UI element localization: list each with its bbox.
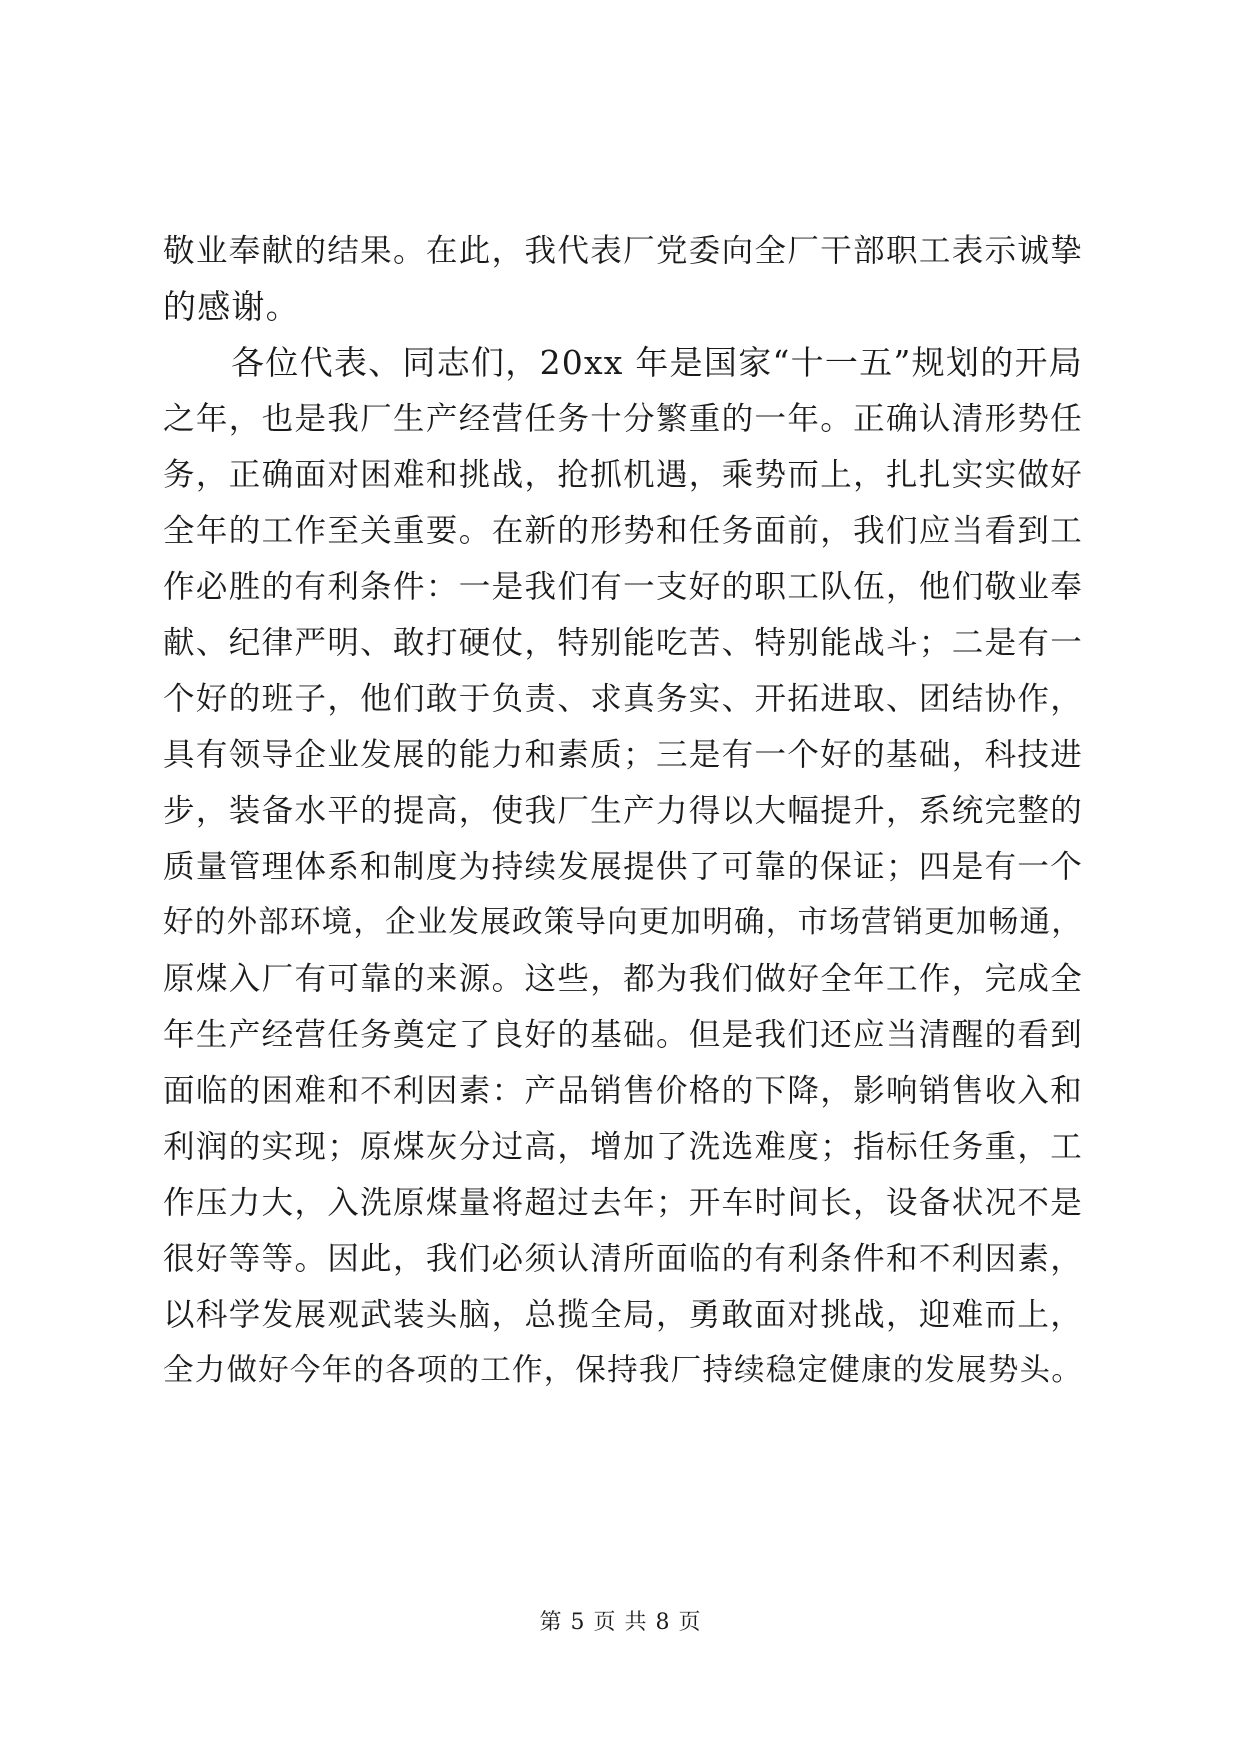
- page-footer: 第 5 页 共 8 页: [539, 1610, 702, 1635]
- text-line: 全力做好今年的各项的工作，保持我厂持续稳定健康的发展势头。: [163, 1353, 1083, 1388]
- text-line: 献、纪律严明、敢打硬仗，特别能吃苦、特别能战斗；二是有一: [163, 625, 1083, 661]
- text-line: 年生产经营任务奠定了良好的基础。但是我们还应当清醒的看到: [163, 1017, 1083, 1053]
- text-line: 利润的实现；原煤灰分过高，增加了洗选难度；指标任务重，工: [163, 1129, 1083, 1165]
- text-line: 之年，也是我厂生产经营任务十分繁重的一年。正确认清形势任: [163, 401, 1083, 437]
- text-line: 作压力大，入洗原煤量将超过去年；开车时间长，设备状况不是: [163, 1185, 1083, 1221]
- text-line: 个好的班子，他们敢于负责、求真务实、开拓进取、团结协作，: [163, 681, 1083, 717]
- body-text: [163, 223, 1083, 1399]
- text-line: 很好等等。因此，我们必须认清所面临的有利条件和不利因素，: [163, 1241, 1083, 1277]
- text-line: 全年的工作至关重要。在新的形势和任务面前，我们应当看到工: [163, 513, 1083, 549]
- text-line: 以科学发展观武装头脑，总揽全局，勇敢面对挑战，迎难而上，: [163, 1297, 1083, 1333]
- text-line: 好的外部环境，企业发展政策导向更加明确，市场营销更加畅通，: [163, 905, 1083, 940]
- text-line: 原煤入厂有可靠的来源。这些，都为我们做好全年工作，完成全: [163, 961, 1083, 997]
- text-line: 质量管理体系和制度为持续发展提供了可靠的保证；四是有一个: [163, 849, 1083, 885]
- text-line: 的感谢。: [163, 287, 300, 326]
- text-line: 敬业奉献的结果。在此，我代表厂党委向全厂干部职工表示诚挚: [163, 233, 1083, 269]
- text-line: 务，正确面对困难和挑战，抢抓机遇，乘势而上，扎扎实实做好: [163, 457, 1083, 493]
- text-line: 各位代表、同志们，20xx 年是国家“十一五”规划的开局: [231, 343, 1083, 382]
- text-line: 作必胜的有利条件：一是我们有一支好的职工队伍，他们敬业奉: [163, 569, 1083, 605]
- text-line: 步，装备水平的提高，使我厂生产力得以大幅提升，系统完整的: [163, 793, 1083, 829]
- text-line: 具有领导企业发展的能力和素质；三是有一个好的基础，科技进: [163, 737, 1083, 773]
- text-line: 面临的困难和不利因素：产品销售价格的下降，影响销售收入和: [163, 1073, 1083, 1109]
